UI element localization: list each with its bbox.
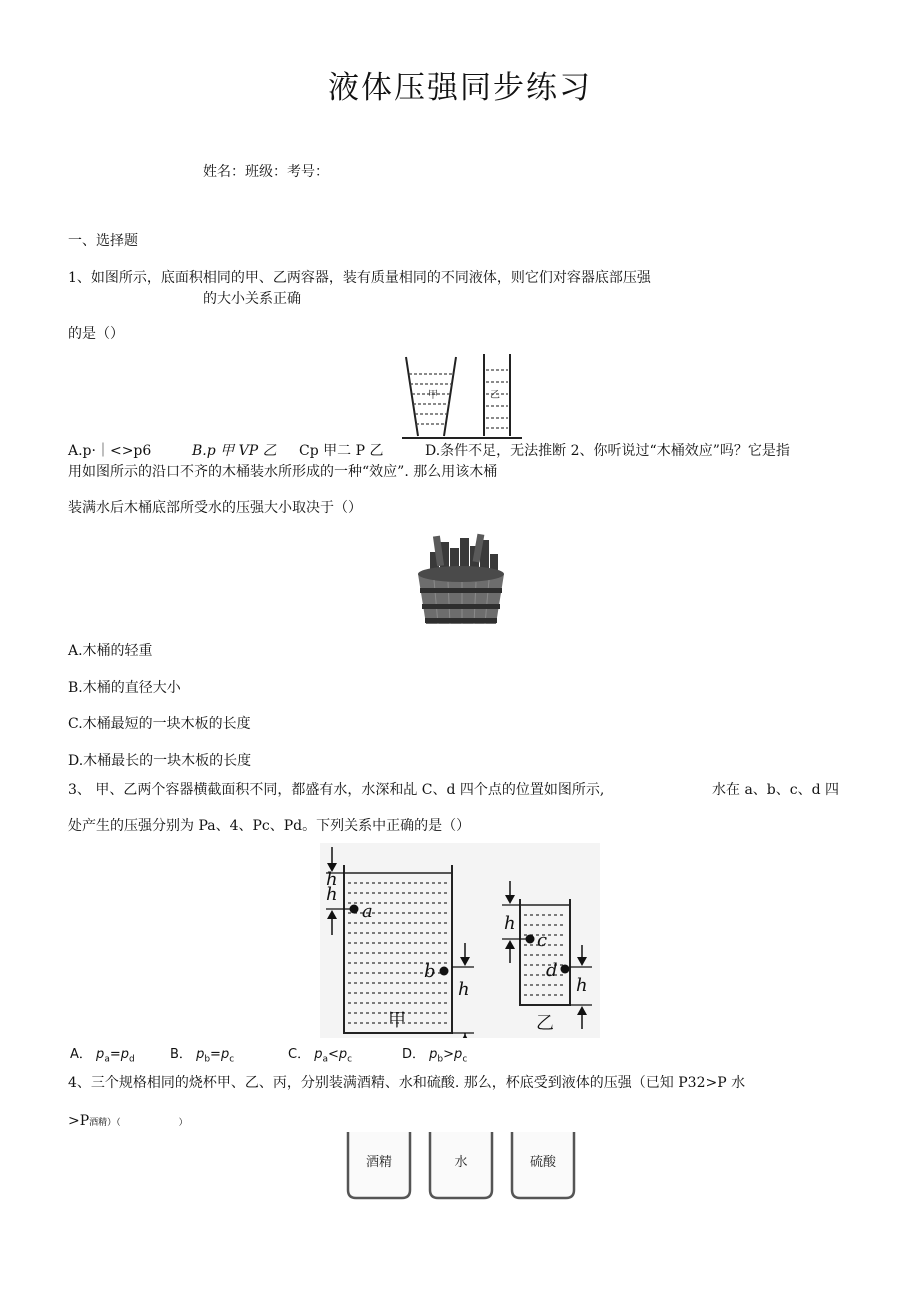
q3-option-b <box>170 1045 234 1070</box>
q3-option-d-rel: > <box>443 1047 455 1062</box>
q3-figure-h-label: h <box>504 913 516 934</box>
q3-option-c-var1: p <box>314 1047 323 1062</box>
q1-figure-label-yi: 乙 <box>490 390 500 401</box>
q4-stem-line1: 4、三个规格相同的烧杯甲、乙、丙，分别装满酒精、水和硫酸. 那么，杯底受到液体的压强（已知 P32>P 水 <box>68 1075 746 1091</box>
q3-two-containers-figure <box>320 843 600 1038</box>
q3-figure-point-a: a <box>362 901 373 922</box>
q4-stem-small: 酒精）（ <box>89 1118 121 1128</box>
q3-option-a-sub1: a <box>104 1054 110 1065</box>
q3-option-d-label: D． <box>402 1047 426 1062</box>
q3-option-d <box>402 1045 467 1070</box>
q1-option-d: D.条件不足，无法推断 2、你听说过“木桶效应”吗？它是指 <box>425 443 790 459</box>
q3-stem-line2: 处产生的压强分别为 Pa、4、Pc、Pd。下列关系中正确的是（） <box>68 818 471 834</box>
q4-stem-main: >P <box>68 1113 90 1129</box>
q3-option-c-sub1: a <box>322 1054 328 1065</box>
q2-option-b: B.木桶的直径大小 <box>68 680 181 696</box>
q1-stem-line2: 的大小关系正确 <box>203 291 301 307</box>
q3-figure-point-c: c <box>537 930 548 951</box>
beaker-sulfuric-acid-label: 硫酸 <box>529 1155 557 1170</box>
q3-figure-point-d: d <box>546 960 558 981</box>
q3-option-a <box>70 1045 135 1070</box>
q1-stem-line1: 1、如图所示，底面积相同的甲、乙两容器，装有质量相同的不同液体，则它们对容器底部压强 <box>68 270 651 286</box>
q3-figure-h-label: h <box>576 975 588 996</box>
q2-stem-line3: 装满水后木桶底部所受水的压强大小取决于（） <box>68 500 362 516</box>
wooden-bucket-image <box>412 532 510 630</box>
q3-option-c <box>288 1045 352 1070</box>
section-heading: 一、选择题 <box>68 233 138 249</box>
q3-option-a-var2: p <box>120 1047 129 1062</box>
q1-figure-label-jia: 甲 <box>428 390 438 401</box>
q3-stem-line1-end: 水在 a、b、c、d 四 <box>712 782 840 798</box>
page-title: 液体压强同步练习 <box>328 70 592 106</box>
q4-stem-line2 <box>68 1111 188 1133</box>
q1-containers-figure <box>398 352 524 444</box>
q2-option-a: A.木桶的轻重 <box>68 643 153 659</box>
q3-option-d-sub1: b <box>437 1054 444 1065</box>
q3-option-d-sub2: c <box>462 1054 468 1065</box>
q3-figure-label-jia: 甲 <box>388 1010 406 1031</box>
q4-beakers-figure <box>342 1128 582 1204</box>
q3-option-a-rel: = <box>109 1047 121 1062</box>
q3-figure-label-yi: 乙 <box>536 1013 554 1034</box>
q3-option-a-label: A． <box>70 1047 92 1062</box>
q1-option-b: B.p 甲 VP 乙 <box>192 443 277 459</box>
q1-option-c: Cp 甲二 P 乙 <box>299 443 384 459</box>
beaker-alcohol-label: 酒精 <box>365 1155 393 1170</box>
q3-option-b-sub1: b <box>204 1054 211 1065</box>
q3-option-d-var1: p <box>429 1047 438 1062</box>
q3-stem-line1: 3、 甲、乙两个容器横截面积不同，都盛有水，水深和乩 C、d 四个点的位置如图所示, <box>68 782 605 798</box>
q3-figure-point-b: b <box>424 961 436 982</box>
q3-option-b-sub2: c <box>229 1054 235 1065</box>
q3-option-b-rel: = <box>210 1047 221 1062</box>
q3-option-a-var1: p <box>96 1047 105 1062</box>
q3-option-a-sub2: d <box>129 1054 135 1065</box>
q2-stem-line2: 用如图所示的沿口不齐的木桶装水所形成的一种“效应”. 那么用该木桶 <box>68 464 498 480</box>
q3-option-b-label: B． <box>170 1047 192 1062</box>
q3-figure-h-label: h <box>458 979 470 1000</box>
q3-figure-h-label: h <box>326 869 338 890</box>
q3-option-b-var1: p <box>196 1047 205 1062</box>
q3-option-d-var2: p <box>454 1047 463 1062</box>
beaker-water-label: 水 <box>454 1155 468 1170</box>
q3-option-b-var2: p <box>220 1047 230 1062</box>
student-info: 姓名：班级：考号： <box>203 164 329 180</box>
q1-stem-line3: 的是（） <box>68 326 124 342</box>
q3-option-c-sub2: c <box>347 1054 353 1065</box>
q2-option-c: C.木桶最短的一块木板的长度 <box>68 716 251 732</box>
q3-option-c-var2: p <box>338 1047 348 1062</box>
q3-option-c-label: C． <box>288 1047 311 1062</box>
q2-option-d: D.木桶最长的一块木板的长度 <box>68 753 252 769</box>
q3-figure-h-label: h <box>326 884 338 905</box>
q1-option-a: A.p·｜<>p6 <box>68 443 152 459</box>
q3-option-c-rel: < <box>328 1047 339 1062</box>
q4-stem-end: ） <box>178 1118 188 1128</box>
